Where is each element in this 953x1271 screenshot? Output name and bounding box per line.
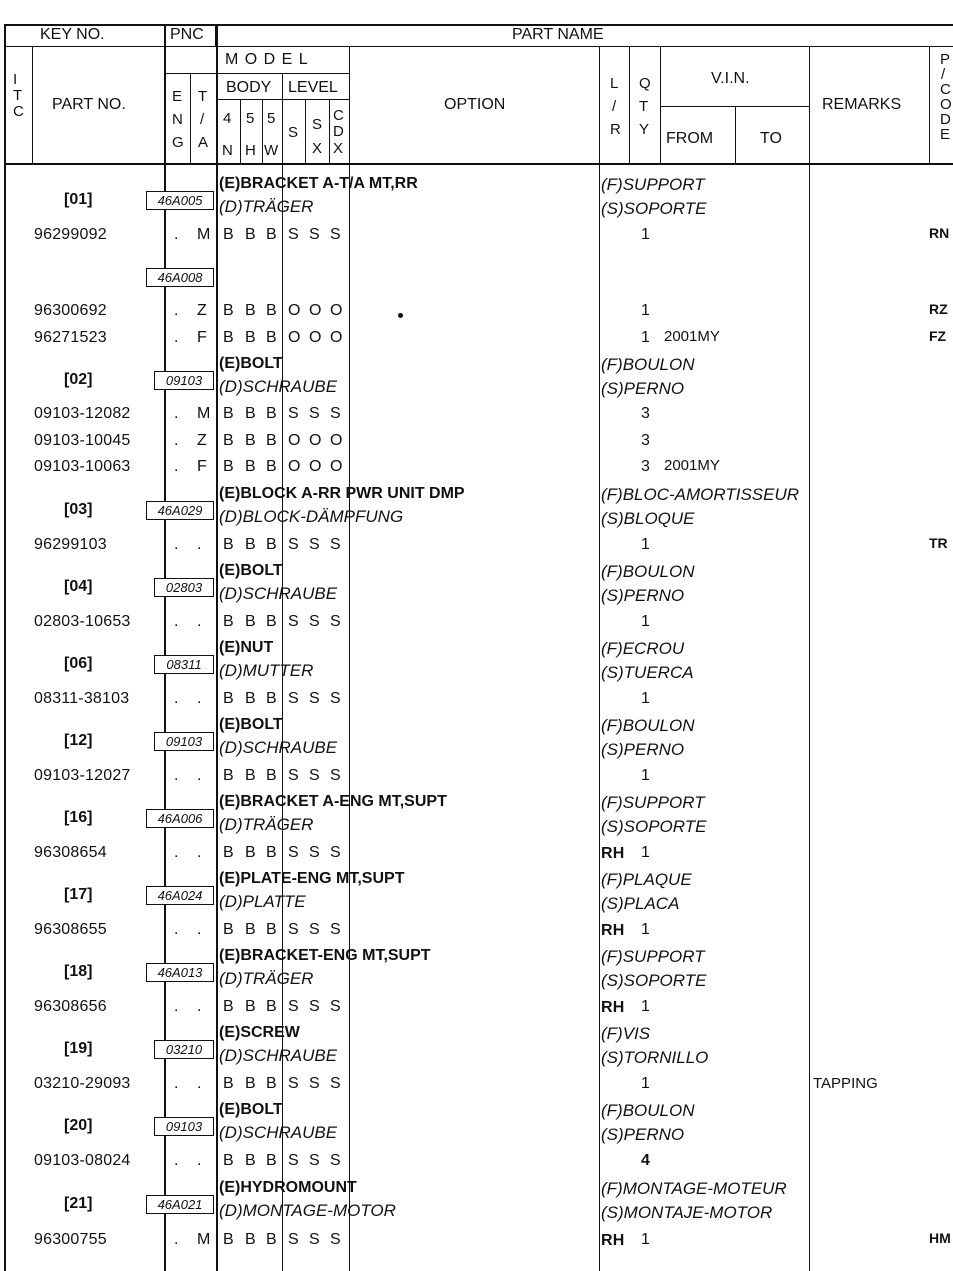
ta-code: M (197, 405, 211, 422)
model-code: B (223, 432, 234, 449)
level-cdx-x: X (333, 140, 344, 157)
model-code: B (266, 432, 277, 449)
model-code: S (309, 998, 320, 1015)
model-code: B (245, 1075, 256, 1092)
part-name-german: (D)SCHRAUBE (219, 1123, 338, 1142)
model-code: O (288, 458, 301, 475)
part-name-spanish: (S)TUERCA (601, 663, 694, 682)
part-name-french: (F)BOULON (601, 562, 695, 581)
pnc-header: PNC (170, 26, 204, 43)
part-name-german: (D)BLOCK-DÄMPFUNG (219, 507, 404, 526)
part-name-english: (E)HYDROMOUNT (219, 1179, 357, 1196)
pnc-box: 03210 (154, 1040, 214, 1059)
model-code: S (330, 1075, 341, 1092)
model-code: B (266, 844, 277, 861)
eng-code: . (174, 226, 179, 243)
model-code: O (309, 329, 322, 346)
part-name-french: (F)BOULON (601, 1101, 695, 1120)
eng-code: . (174, 536, 179, 553)
pnc-box: 46A024 (146, 886, 214, 905)
model-code: S (330, 921, 341, 938)
part-name-english: (E)BOLT (219, 716, 283, 733)
part-number: 09103-12082 (34, 405, 131, 422)
part-name-spanish: (S)PLACA (601, 894, 680, 913)
model-code: O (309, 302, 322, 319)
model-code: B (266, 536, 277, 553)
model-code: B (223, 329, 234, 346)
model-code: B (266, 405, 277, 422)
model-code: B (245, 844, 256, 861)
key-number: [16] (64, 809, 93, 826)
model-code: S (309, 226, 320, 243)
key-number: [19] (64, 1040, 93, 1057)
part-name-german: (D)SCHRAUBE (219, 377, 338, 396)
part-name-french: (F)BOULON (601, 355, 695, 374)
part-number: 96300692 (34, 302, 107, 319)
part-number: 02803-10653 (34, 613, 131, 630)
part-number: 08311-38103 (34, 690, 130, 707)
model-code: O (330, 329, 343, 346)
model-code: S (330, 1231, 341, 1248)
part-name-french: (F)BOULON (601, 716, 695, 735)
eng-code: . (174, 921, 179, 938)
key-no-header: KEY NO. (40, 26, 105, 43)
ta-code: . (197, 921, 202, 938)
model-code: B (245, 921, 256, 938)
option-dot-mark (398, 313, 403, 318)
eng-code: . (174, 767, 179, 784)
lr-slash: / (612, 98, 617, 115)
part-number: 09103-12027 (34, 767, 131, 784)
part-name-spanish: (S)SOPORTE (601, 199, 707, 218)
lr-value: RH (601, 845, 625, 862)
model-code: B (245, 613, 256, 630)
model-code: B (223, 767, 234, 784)
part-number: 96300755 (34, 1231, 107, 1248)
pcode-value: HM (929, 1230, 951, 1246)
key-number: [03] (64, 501, 93, 518)
key-number: [01] (64, 191, 93, 208)
option-header: OPTION (444, 96, 506, 113)
key-number: [21] (64, 1195, 93, 1212)
part-name-spanish: (S)BLOQUE (601, 509, 695, 528)
model-code: B (266, 613, 277, 630)
eng-code: . (174, 302, 179, 319)
part-name-english: (E)BOLT (219, 355, 283, 372)
model-code: S (288, 921, 299, 938)
model-code: S (330, 226, 341, 243)
body-5w: 5 (267, 110, 276, 127)
remarks-header: REMARKS (822, 96, 902, 113)
model-code: B (223, 1231, 234, 1248)
model-code: B (266, 1231, 277, 1248)
model-code: S (309, 405, 320, 422)
body-header: BODY (226, 79, 272, 96)
ta-a: A (198, 134, 209, 151)
ta-code: F (197, 458, 207, 475)
model-code: S (330, 1152, 341, 1169)
vin-from: 2001MY (664, 328, 720, 345)
key-number: [04] (64, 578, 93, 595)
part-number: 96308656 (34, 998, 107, 1015)
model-code: B (223, 1075, 234, 1092)
model-code: B (266, 998, 277, 1015)
pnc-box: 46A029 (146, 501, 214, 520)
part-name-spanish: (S)PERNO (601, 1125, 685, 1144)
model-code: S (288, 1152, 299, 1169)
model-code: B (245, 302, 256, 319)
qty-value: 4 (641, 1152, 650, 1169)
qty-value: 3 (641, 405, 650, 422)
part-name-spanish: (S)PERNO (601, 379, 685, 398)
model-code: S (309, 844, 320, 861)
part-name-german: (D)TRÄGER (219, 197, 314, 216)
part-name-english: (E)PLATE-ENG MT,SUPT (219, 870, 405, 887)
remarks-value: TAPPING (813, 1075, 878, 1092)
level-sx-x: X (312, 140, 323, 157)
level-cdx-d: D (333, 123, 344, 140)
model-code: O (288, 432, 301, 449)
vin-header: V.I.N. (711, 70, 750, 87)
pnc-box: 09103 (154, 732, 214, 751)
part-number: 96299103 (34, 536, 107, 553)
model-code: S (330, 405, 341, 422)
eng-code: . (174, 1075, 179, 1092)
pcode-value: RZ (929, 301, 948, 317)
model-code: S (309, 613, 320, 630)
part-number: 09103-10063 (34, 458, 131, 475)
model-code: B (223, 844, 234, 861)
model-code: O (309, 458, 322, 475)
eng-code: . (174, 1152, 179, 1169)
part-name-french: (F)SUPPORT (601, 947, 705, 966)
itc-t: T (13, 87, 23, 104)
model-code: S (288, 1231, 299, 1248)
part-no-header: PART NO. (52, 96, 126, 113)
part-name-french: (F)ECROU (601, 639, 685, 658)
model-code: B (223, 921, 234, 938)
model-code: S (309, 767, 320, 784)
qty-value: 1 (641, 226, 650, 243)
ta-code: . (197, 998, 202, 1015)
pcode-c: C (940, 81, 951, 98)
qty-value: 1 (641, 767, 650, 784)
model-code: B (266, 921, 277, 938)
eng-code: . (174, 405, 179, 422)
part-name-spanish: (S)SOPORTE (601, 971, 707, 990)
pcode-value: RN (929, 225, 950, 241)
body-n: N (222, 142, 233, 159)
model-code: B (266, 226, 277, 243)
pcode-e: E (940, 126, 951, 143)
ta-code: F (197, 329, 207, 346)
model-code: B (245, 432, 256, 449)
model-code: B (245, 1231, 256, 1248)
model-code: S (330, 844, 341, 861)
vin-to-header: TO (760, 130, 782, 147)
part-name-english: (E)BRACKET-ENG MT,SUPT (219, 947, 431, 964)
model-code: O (330, 458, 343, 475)
ta-slash: / (200, 111, 205, 128)
model-code: B (266, 690, 277, 707)
part-name-english: (E)BRACKET A-ENG MT,SUPT (219, 793, 447, 810)
model-code: O (330, 432, 343, 449)
eng-code: . (174, 690, 179, 707)
model-code: S (288, 405, 299, 422)
model-code: S (288, 767, 299, 784)
qty-value: 1 (641, 302, 650, 319)
itc-i: I (13, 71, 18, 88)
part-name-german: (D)MUTTER (219, 661, 314, 680)
qty-value: 1 (641, 998, 650, 1015)
pcode-value: FZ (929, 328, 947, 344)
ta-code: . (197, 690, 202, 707)
pcode-value: TR (929, 535, 948, 551)
body-4: 4 (223, 110, 232, 127)
model-header: M O D E L (225, 51, 309, 68)
model-code: B (245, 329, 256, 346)
pnc-box: 46A021 (146, 1195, 214, 1214)
model-code: B (266, 1152, 277, 1169)
ta-code: . (197, 844, 202, 861)
pnc-box: 02803 (154, 578, 214, 597)
pcode-o: O (940, 96, 952, 113)
ta-code: . (197, 613, 202, 630)
part-name-german: (D)SCHRAUBE (219, 738, 338, 757)
model-code: S (330, 767, 341, 784)
eng-e: E (172, 88, 183, 105)
body-w: W (264, 142, 279, 159)
vin-from-header: FROM (666, 130, 714, 147)
model-code: S (309, 536, 320, 553)
part-number: 96271523 (34, 329, 107, 346)
ta-code: Z (197, 302, 207, 319)
model-code: O (330, 302, 343, 319)
level-s: S (288, 124, 299, 141)
eng-code: . (174, 432, 179, 449)
model-code: B (245, 767, 256, 784)
part-number: 09103-08024 (34, 1152, 131, 1169)
model-code: B (223, 1152, 234, 1169)
model-code: S (330, 998, 341, 1015)
part-name-french: (F)BLOC-AMORTISSEUR (601, 485, 800, 504)
qty-q: Q (639, 75, 651, 92)
part-name-german: (D)TRÄGER (219, 815, 314, 834)
model-code: S (288, 1075, 299, 1092)
part-number: 09103-10045 (34, 432, 131, 449)
model-code: S (330, 690, 341, 707)
pcode-p: P (940, 51, 951, 68)
key-number: [02] (64, 371, 93, 388)
model-code: S (309, 1231, 320, 1248)
key-number: [17] (64, 886, 93, 903)
model-code: B (245, 458, 256, 475)
model-code: B (245, 405, 256, 422)
part-name-english: (E)BLOCK A-RR PWR UNIT DMP (219, 485, 465, 502)
pnc-box: 46A005 (146, 191, 214, 210)
part-number: 96299092 (34, 226, 107, 243)
model-code: B (245, 536, 256, 553)
lr-value: RH (601, 922, 625, 939)
pcode-slash: / (941, 66, 946, 83)
part-name-german: (D)PLATTE (219, 892, 306, 911)
pnc-box: 09103 (154, 1117, 214, 1136)
key-number: [06] (64, 655, 93, 672)
model-code: B (266, 767, 277, 784)
body-5h: 5 (246, 110, 255, 127)
pnc-box: 46A013 (146, 963, 214, 982)
qty-value: 1 (641, 690, 650, 707)
model-code: S (288, 998, 299, 1015)
part-number: 96308654 (34, 844, 107, 861)
ta-t: T (198, 88, 208, 105)
qty-value: 3 (641, 432, 650, 449)
model-code: B (223, 405, 234, 422)
part-name-english: (E)SCREW (219, 1024, 300, 1041)
model-code: B (223, 226, 234, 243)
eng-n: N (172, 111, 183, 128)
ta-code: . (197, 1075, 202, 1092)
pnc-box: 08311 (154, 655, 214, 674)
part-name-spanish: (S)MONTAJE-MOTOR (601, 1203, 773, 1222)
qty-value: 1 (641, 844, 650, 861)
part-name-header: PART NAME (512, 26, 604, 43)
key-number: [20] (64, 1117, 93, 1134)
model-code: B (245, 1152, 256, 1169)
model-code: O (288, 302, 301, 319)
model-code: O (309, 432, 322, 449)
model-code: B (223, 690, 234, 707)
model-code: B (223, 458, 234, 475)
part-name-french: (F)MONTAGE-MOTEUR (601, 1179, 787, 1198)
key-number: [18] (64, 963, 93, 980)
ta-code: Z (197, 432, 207, 449)
part-name-english: (E)BOLT (219, 562, 283, 579)
ta-code: . (197, 767, 202, 784)
model-code: B (245, 226, 256, 243)
part-name-spanish: (S)TORNILLO (601, 1048, 709, 1067)
eng-code: . (174, 844, 179, 861)
ta-code: . (197, 1152, 202, 1169)
model-code: S (288, 613, 299, 630)
lr-r: R (610, 121, 621, 138)
qty-value: 1 (641, 1231, 650, 1248)
model-code: B (245, 690, 256, 707)
model-code: B (266, 1075, 277, 1092)
part-name-english: (E)BRACKET A-T/A MT,RR (219, 175, 418, 192)
qty-value: 1 (641, 921, 650, 938)
qty-t: T (639, 98, 649, 115)
model-code: S (309, 1152, 320, 1169)
eng-g: G (172, 134, 184, 151)
part-name-french: (F)PLAQUE (601, 870, 692, 889)
model-code: B (266, 329, 277, 346)
model-code: B (245, 998, 256, 1015)
vin-from: 2001MY (664, 457, 720, 474)
qty-value: 1 (641, 536, 650, 553)
lr-l: L (610, 75, 619, 92)
eng-code: . (174, 329, 179, 346)
model-code: B (223, 302, 234, 319)
part-name-french: (F)VIS (601, 1024, 651, 1043)
part-name-spanish: (S)PERNO (601, 586, 685, 605)
ta-code: . (197, 536, 202, 553)
model-code: B (266, 458, 277, 475)
pnc-box: 46A006 (146, 809, 214, 828)
eng-code: . (174, 458, 179, 475)
model-code: B (223, 613, 234, 630)
part-name-german: (D)SCHRAUBE (219, 1046, 338, 1065)
pnc-box: 46A008 (146, 268, 214, 287)
qty-value: 1 (641, 1075, 650, 1092)
model-code: S (288, 690, 299, 707)
model-code: S (288, 226, 299, 243)
pnc-box: 09103 (154, 371, 214, 390)
pcode-d: D (940, 111, 951, 128)
model-code: S (330, 613, 341, 630)
model-code: B (223, 536, 234, 553)
part-name-spanish: (S)SOPORTE (601, 817, 707, 836)
body-h: H (245, 142, 256, 159)
model-code: S (309, 921, 320, 938)
eng-code: . (174, 998, 179, 1015)
ta-code: M (197, 226, 211, 243)
part-name-english: (E)BOLT (219, 1101, 283, 1118)
part-name-french: (F)SUPPORT (601, 793, 705, 812)
part-name-german: (D)SCHRAUBE (219, 584, 338, 603)
level-sx-s: S (312, 116, 323, 133)
eng-code: . (174, 613, 179, 630)
model-code: O (288, 329, 301, 346)
part-name-german: (D)TRÄGER (219, 969, 314, 988)
key-number: [12] (64, 732, 93, 749)
ta-code: M (197, 1231, 211, 1248)
model-code: S (330, 536, 341, 553)
model-code: S (309, 1075, 320, 1092)
part-name-german: (D)MONTAGE-MOTOR (219, 1201, 396, 1220)
eng-code: . (174, 1231, 179, 1248)
model-code: S (288, 844, 299, 861)
model-code: B (223, 998, 234, 1015)
part-number: 96308655 (34, 921, 107, 938)
part-name-french: (F)SUPPORT (601, 175, 705, 194)
qty-value: 1 (641, 613, 650, 630)
part-name-english: (E)NUT (219, 639, 274, 656)
model-code: B (266, 302, 277, 319)
qty-value: 1 (641, 329, 650, 346)
model-code: S (309, 690, 320, 707)
part-number: 03210-29093 (34, 1075, 131, 1092)
lr-value: RH (601, 999, 625, 1016)
level-cdx-c: C (333, 107, 344, 124)
level-header: LEVEL (288, 79, 338, 96)
qty-value: 3 (641, 458, 650, 475)
qty-y: Y (639, 121, 650, 138)
itc-c: C (13, 103, 24, 120)
model-code: S (288, 536, 299, 553)
lr-value: RH (601, 1232, 625, 1249)
part-name-spanish: (S)PERNO (601, 740, 685, 759)
